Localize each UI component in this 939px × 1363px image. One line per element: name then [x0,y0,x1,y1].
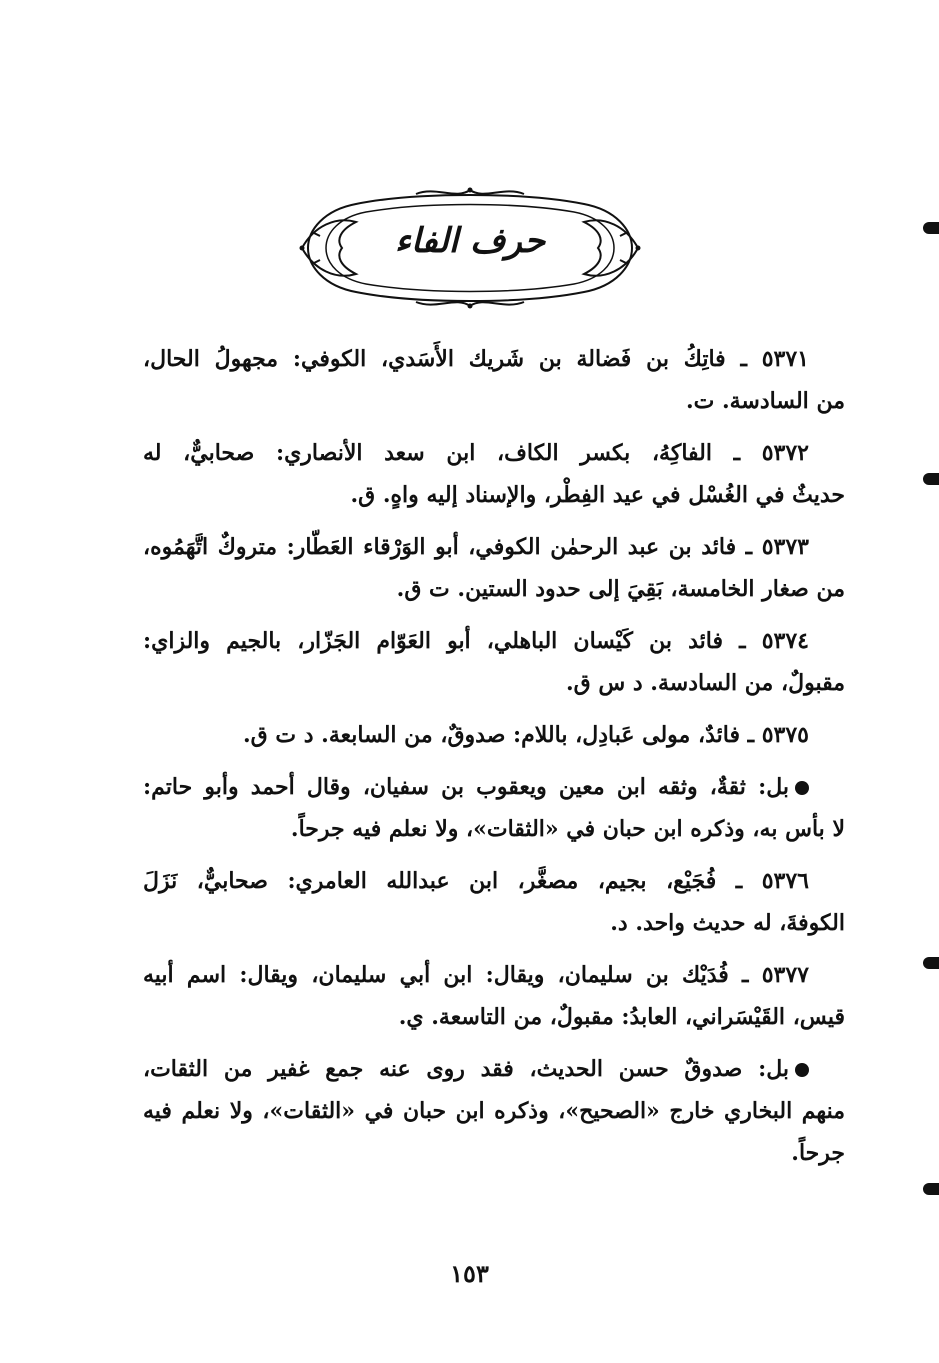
entry-line [143,620,845,662]
entry-line [143,766,845,808]
editor-note [143,1048,845,1174]
margin-mark [923,957,939,969]
biography-entry [143,860,845,944]
entry-line-text: من صغار الخامسة، بَقِيَ إلى حدود الستين. ت ق. [396,576,845,602]
entry-line [143,568,845,610]
entry-line-text: الكوفةَ، له حديث واحد. د. [610,910,845,936]
entry-line-text: من السادسة. ت. [685,388,845,414]
entries-list [143,338,845,1184]
chapter-title: حرف الفاء [394,221,546,261]
biography-entry [143,338,845,422]
bullet-icon [795,1063,809,1077]
entry-line-text: بل: ثقةٌ، وثقه ابن معين ويعقوب بن سفيان، وقال أحمد وأبو حاتم: [143,774,789,800]
entry-line [143,1132,845,1174]
margin-mark [923,222,939,234]
entry-line-text: ٥٣٧٢ ـ الفاكِهُ، بكسر الكاف، ابن سعد الأنصاري: صحابيٌّ، له [143,440,809,466]
entry-line-text: لا بأس به، وذكره ابن حبان في «الثقات»، ولا نعلم فيه جرحاً. [290,816,845,842]
entry-line-text: حديثٌ في الغُسْل في عيد الفِطْر، والإسناد إليه واهٍ. ق. [350,482,845,508]
entry-line [143,808,845,850]
entry-line [143,954,845,996]
entry-line [143,526,845,568]
chapter-header-ornament [296,186,644,310]
entry-line [143,860,845,902]
entry-line [143,996,845,1038]
editor-note [143,766,845,850]
entry-line [143,1048,845,1090]
biography-entry [143,526,845,610]
page-number: ١٥٣ [450,1259,489,1288]
biography-entry [143,432,845,516]
biography-entry [143,954,845,1038]
entry-line [143,338,845,380]
entry-line [143,902,845,944]
margin-mark [923,473,939,485]
margin-mark [923,1183,939,1195]
entry-line-text: ٥٣٧٤ ـ فائد بن كَيْسان الباهلي، أبو العَوّام الجَزّار، بالجيم والزاي: [143,628,809,654]
entry-line [143,714,845,756]
entry-line [143,380,845,422]
entry-line-text: مقبولٌ، من السادسة. د س ق. [565,670,845,696]
entry-line [143,432,845,474]
biography-entry [143,620,845,704]
entry-line-text: ٥٣٧٣ ـ فائد بن عبد الرحمٰن الكوفي، أبو الوَرْقاء العَطّار: متروكٌ اتَّهَمُوه، [143,534,809,560]
entry-line-text: ٥٣٧١ ـ فاتِكُ بن فَضالة بن شَريك الأَسَدي، الكوفي: مجهولُ الحال، [143,346,809,372]
entry-line-text: قيس، القَيْسَراني، العابدُ: مقبولٌ، من التاسعة. ي. [398,1004,845,1030]
entry-line-text: ٥٣٧٥ ـ فائدٌ، مولى عَبادِل، باللام: صدوقٌ، من السابعة. د ت ق. [242,722,809,748]
entry-line [143,662,845,704]
biography-entry [143,714,845,756]
entry-line-text: جرحاً. [791,1140,845,1166]
entry-line-text: ٥٣٧٦ ـ فُجَيْع، بجيم، مصغَّر، ابن عبدالله العامري: صحابيٌّ، نَزَلَ [143,868,809,894]
entry-line [143,1090,845,1132]
entry-line [143,474,845,516]
bullet-icon [795,781,809,795]
entry-line-text: بل: صدوقٌ حسن الحديث، فقد روى عنه جمع غفير من الثقات، [143,1056,789,1082]
entry-line-text: منهم البخاري خارج «الصحيح»، وذكره ابن حبان في «الثقات»، ولا نعلم فيه [143,1098,845,1124]
entry-line-text: ٥٣٧٧ ـ فُدَيْك بن سليمان، ويقال: ابن أبي سليمان، ويقال: اسم أبيه [143,962,809,988]
